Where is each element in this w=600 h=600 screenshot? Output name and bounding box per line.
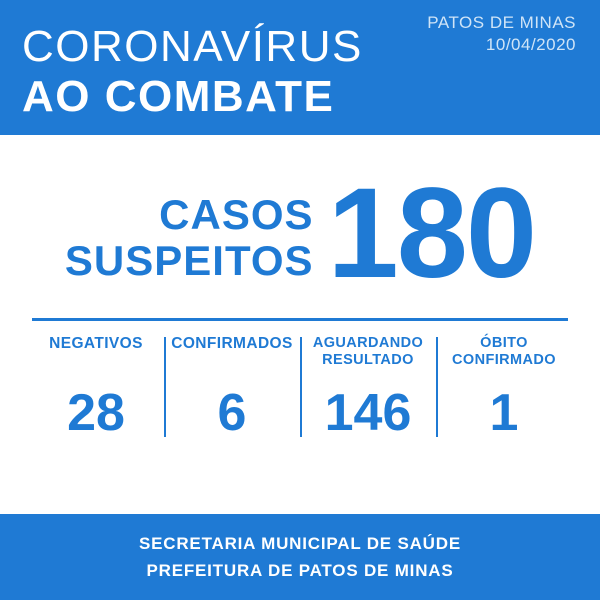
stat-aguardando-resultado-value: 146 <box>324 384 412 442</box>
stat-obito-confirmado-label-line2: CONFIRMADO <box>452 351 556 368</box>
stat-obito-confirmado-label <box>440 335 568 371</box>
city-label: PATOS DE MINAS <box>427 13 576 32</box>
stat-obito-confirmado <box>436 335 572 442</box>
footer-line-secretaria: SECRETARIA MUNICIPAL DE SAÚDE <box>139 533 461 553</box>
stat-negativos <box>28 335 164 442</box>
poster-footer <box>0 514 600 600</box>
report-date: 10/04/2020 <box>485 35 576 55</box>
poster-header <box>0 0 600 135</box>
stat-negativos-label: NEGATIVOS <box>49 335 143 352</box>
poster-main <box>0 135 600 514</box>
poster-title-line1: CORONAVÍRUS <box>22 22 363 71</box>
stats-row <box>28 335 572 442</box>
stat-confirmados-label: CONFIRMADOS <box>171 335 293 352</box>
section-divider <box>32 318 568 321</box>
stat-confirmados-value: 6 <box>217 384 247 442</box>
stat-aguardando-resultado-label <box>304 335 432 371</box>
suspected-cases-value: 180 <box>327 161 536 305</box>
suspected-cases-label-line1: CASOS <box>159 191 314 239</box>
poster-title-line2: AO COMBATE <box>22 72 335 122</box>
suspected-cases-block <box>28 135 572 310</box>
header-meta <box>427 12 576 56</box>
stat-aguardando-resultado <box>300 335 436 442</box>
stat-confirmados <box>164 335 300 442</box>
stat-aguardando-resultado-label-line2: RESULTADO <box>322 351 414 368</box>
stat-aguardando-resultado-label-line1: AGUARDANDO <box>312 335 424 351</box>
suspected-cases-label-line2: SUSPEITOS <box>64 236 314 284</box>
suspected-cases-label <box>65 184 328 283</box>
stat-obito-confirmado-label-line1: ÓBITO <box>480 335 528 351</box>
stat-negativos-value: 28 <box>67 384 125 442</box>
footer-line-prefeitura: PREFEITURA DE PATOS DE MINAS <box>146 561 454 580</box>
stat-obito-confirmado-value: 1 <box>489 384 519 442</box>
